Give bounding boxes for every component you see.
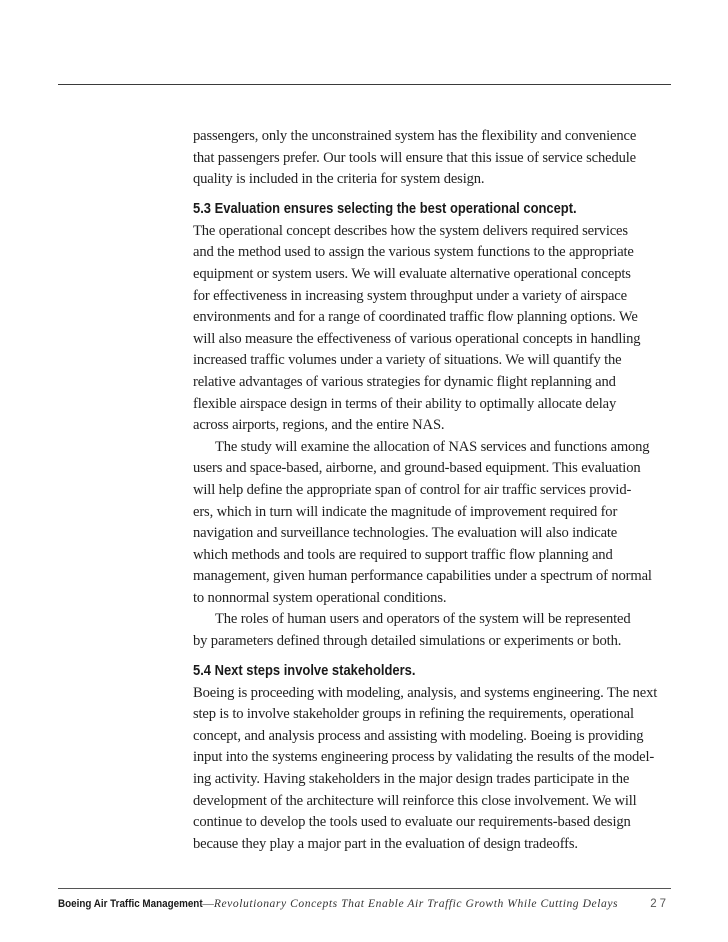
text-line: increased traffic volumes under a variety of situations. We will quantify the <box>193 352 622 369</box>
footer-dash: — <box>202 898 214 910</box>
section-heading-5-4: 5.4 Next steps involve stakeholders. <box>193 662 416 679</box>
text-line: which methods and tools are required to support traffic flow planning and <box>193 546 613 563</box>
text-line: and the method used to assign the various system functions to the appropriate <box>193 244 634 261</box>
intro-paragraph <box>193 126 643 191</box>
body-text <box>193 126 658 855</box>
text-line: across airports, regions, and the entire NAS. <box>193 417 445 434</box>
text-line: concept, and analysis process and assisting with modeling. Boeing is providing <box>193 727 644 744</box>
section-heading-5-3: 5.3 Evaluation ensures selecting the best operational concept. <box>193 200 577 217</box>
text-line: relative advantages of various strategies for dynamic flight replanning and <box>193 373 616 390</box>
section-5-3-paragraph-3 <box>193 609 643 652</box>
text-line: continue to develop the tools used to evaluate our requirements-based design <box>193 814 631 831</box>
section-5-4-paragraph-1 <box>193 683 658 856</box>
section-5-3-paragraph-1 <box>193 221 643 437</box>
text-line: The operational concept describes how the system delivers required services <box>193 222 628 239</box>
text-line: environments and for a range of coordinated traffic flow planning options. We <box>193 309 638 326</box>
text-line: will also measure the effectiveness of various operational concepts in handling <box>193 330 641 347</box>
text-line: equipment or system users. We will evaluate alternative operational concepts <box>193 265 631 282</box>
footer-tagline: Revolutionary Concepts That Enable Air Traffic Growth While Cutting Delays <box>213 897 619 910</box>
text-line: that passengers prefer. Our tools will ensure that this issue of service schedule <box>193 149 636 166</box>
text-line: users and space-based, airborne, and ground-based equipment. This evaluation <box>193 460 641 477</box>
page-footer <box>58 895 671 913</box>
text-line: input into the systems engineering process by validating the results of the model- <box>193 749 655 766</box>
top-rule <box>58 84 671 85</box>
section-5-3-paragraph-2 <box>193 437 652 610</box>
text-line: step is to involve stakeholder groups in refining the requirements, operational <box>193 706 634 723</box>
text-line: navigation and surveillance technologies. The evaluation will also indicate <box>193 525 618 542</box>
text-line: The roles of human users and operators of the system will be represented <box>215 611 631 628</box>
text-line: to nonnormal system operational conditions. <box>193 589 447 606</box>
text-line: for effectiveness in increasing system throughput under a variety of airspace <box>193 287 627 304</box>
text-line: quality is included in the criteria for system design. <box>193 171 485 188</box>
text-line: flexible airspace design in terms of their ability to optimally allocate delay <box>193 395 617 412</box>
text-line: Boeing is proceeding with modeling, analysis, and systems engineering. The next <box>193 684 658 701</box>
page-number: 27 <box>650 898 669 910</box>
text-line: The study will examine the allocation of NAS services and functions among <box>215 438 650 455</box>
text-line: will help define the appropriate span of control for air traffic services provid- <box>193 481 632 498</box>
text-line: ing activity. Having stakeholders in the major design trades participate in the <box>193 771 630 788</box>
footer-rule <box>58 888 671 889</box>
text-line: management, given human performance capabilities under a spectrum of normal <box>193 568 652 585</box>
text-line: because they play a major part in the evaluation of design tradeoffs. <box>193 835 578 852</box>
text-line: by parameters defined through detailed simulations or experiments or both. <box>193 633 622 650</box>
text-line: development of the architecture will reinforce this close involvement. We will <box>193 792 637 809</box>
text-line: passengers, only the unconstrained system has the flexibility and convenience <box>193 128 637 144</box>
footer-brand: Boeing Air Traffic Management <box>58 898 203 910</box>
text-line: ers, which in turn will indicate the magnitude of improvement required for <box>193 503 618 520</box>
